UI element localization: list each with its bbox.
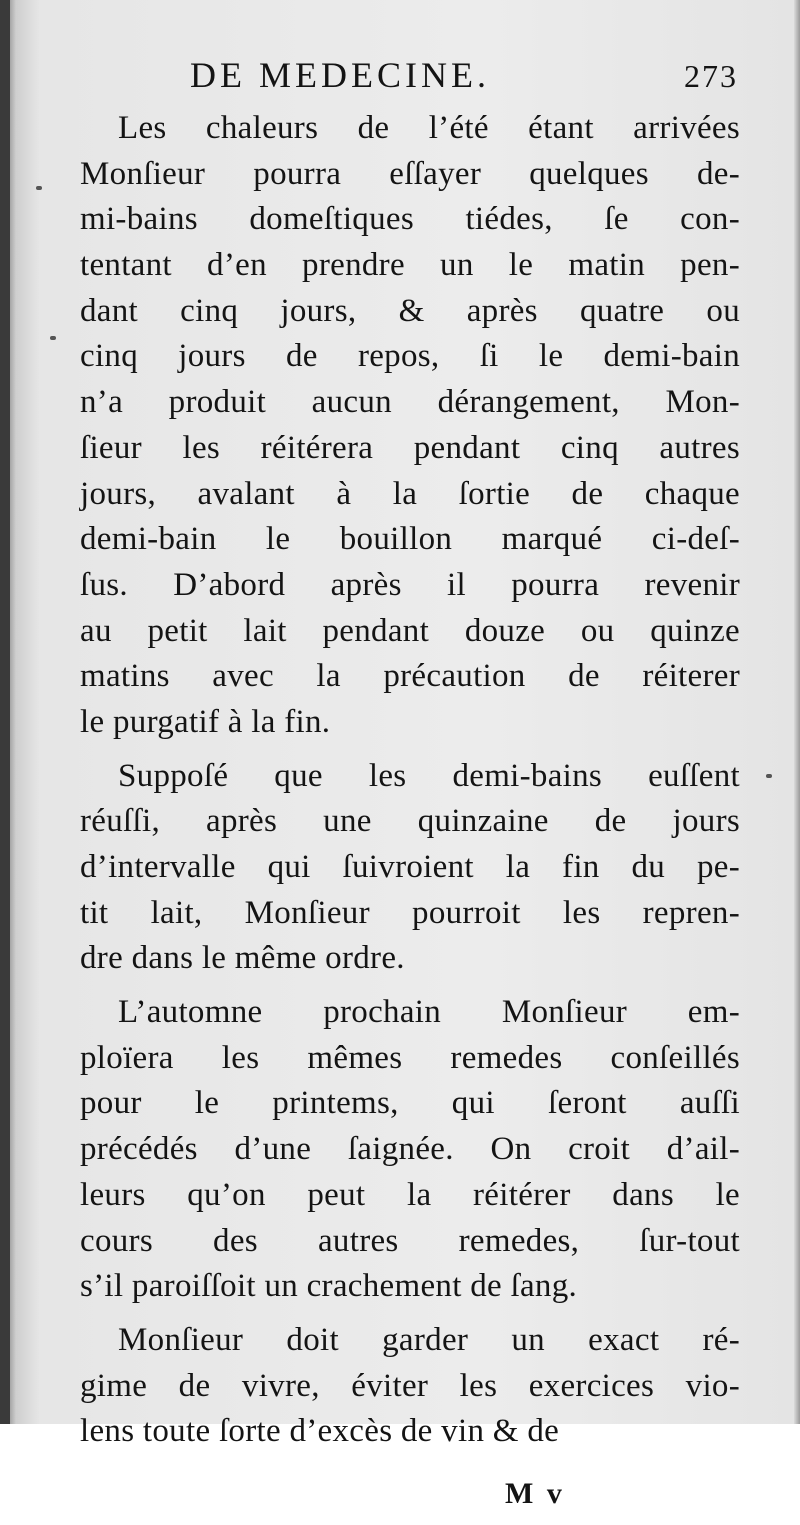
text-line: L’automne prochain Monſieur em- <box>118 994 740 1031</box>
paragraph <box>80 1318 740 1455</box>
page-edge <box>794 0 800 1424</box>
text-line: demi-bain le bouillon marqué ci-deſ- <box>80 521 740 558</box>
paragraph-gap <box>80 982 740 990</box>
text-line: Les chaleurs de l’été étant arrivées <box>118 110 740 146</box>
text-line: tentant d’en prendre un le matin pen- <box>80 247 740 284</box>
text-line: au petit lait pendant douze ou quinze <box>80 612 740 649</box>
text-line: lens toute ſorte d’excès de vin & de <box>80 1413 560 1450</box>
running-head <box>80 50 740 106</box>
text-line: d’intervalle qui ſuivroient la fin du pe- <box>80 849 740 885</box>
text-line: dant cinq jours, & après quatre ou <box>80 292 740 329</box>
paragraph <box>80 990 740 1310</box>
text-line: s’il paroiſſoit un crachement de ſang. <box>80 1268 578 1305</box>
text-line: cinq jours de repos, ſi le demi-bain <box>80 338 740 375</box>
text-line: jours, avalant à la ſortie de chaque <box>80 475 740 512</box>
page-body <box>80 50 740 1510</box>
text-line: réuſſi, après une quinzaine de jours <box>80 803 740 840</box>
text-block <box>80 106 740 1455</box>
text-line: Monſieur doit garder un exact ré- <box>118 1321 740 1358</box>
ink-speck <box>766 774 772 778</box>
text-line: dre dans le même ordre. <box>80 940 405 977</box>
text-line: Monſieur pourra eſſayer quelques de- <box>80 155 740 192</box>
text-line: n’a produit aucun dérangement, Mon- <box>80 384 740 421</box>
paragraph-gap <box>80 1310 740 1318</box>
binding-shadow <box>0 0 10 1424</box>
paragraph-gap <box>80 746 740 754</box>
text-line: matins avec la précaution de réiterer <box>80 658 740 695</box>
text-line: leurs qu’on peut la réitérer dans le <box>80 1176 740 1213</box>
text-line: le purgatif à la fin. <box>80 703 331 740</box>
text-line: cours des autres remedes, ſur-tout <box>80 1222 740 1259</box>
text-line: tit lait, Monſieur pourroit les repren- <box>80 894 740 931</box>
footer <box>80 1465 740 1525</box>
ink-speck <box>36 186 42 190</box>
signature-mark: M v <box>505 1476 565 1510</box>
text-line: gime de vivre, éviter les exercices vio- <box>80 1367 740 1404</box>
page-number: 273 <box>684 58 738 94</box>
ink-speck <box>50 336 56 340</box>
text-line: ſieur les réitérera pendant cinq autres <box>80 429 740 466</box>
text-line: ploïera les mêmes remedes conſeillés <box>80 1039 740 1076</box>
paragraph <box>80 754 740 982</box>
text-line: Suppoſé que les demi-bains euſſent <box>118 757 740 794</box>
text-line: ſus. D’abord après il pourra revenir <box>80 566 740 603</box>
running-head-title: DE MEDECINE. <box>190 55 490 95</box>
text-line: précédés d’une ſaignée. On croit d’ail- <box>80 1131 740 1168</box>
paragraph <box>80 106 740 746</box>
text-line: pour le printems, qui ſeront auſſi <box>80 1085 740 1122</box>
text-line: mi-bains domeſtiques tiédes, ſe con- <box>80 201 740 238</box>
